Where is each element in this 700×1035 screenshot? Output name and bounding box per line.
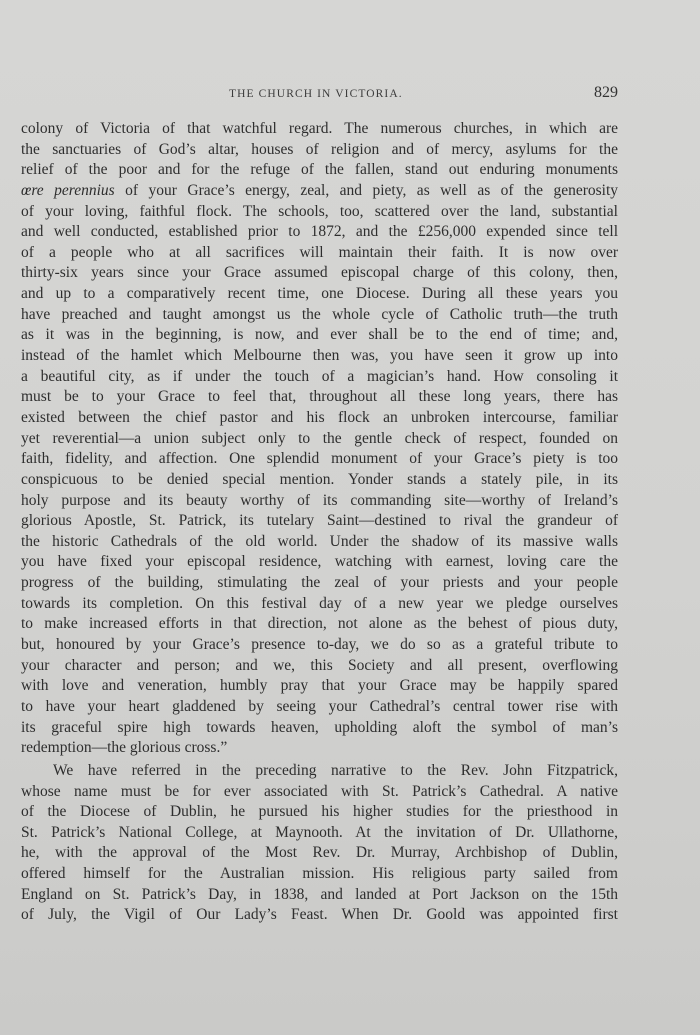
text-line: progress of the building, stimulating the zeal of your priests and your people bbox=[21, 574, 618, 592]
text-line: the sanctuaries of God’s altar, houses of religion and of mercy, asylums for the bbox=[21, 140, 618, 158]
text-line: to make increased efforts in that direction, not alone as the behest of pious duty, bbox=[21, 615, 618, 633]
text-line: you have fixed your episcopal residence, watching with earnest, loving care the bbox=[21, 553, 618, 571]
text-line: the historic Cathedrals of the old world. Under the shadow of its massive walls bbox=[21, 532, 618, 550]
text-line: your character and person; and we, this Society and all present, overflowing bbox=[21, 656, 618, 674]
text-line: of a people who at all sacrifices will maintain their faith. It is now over bbox=[21, 243, 618, 261]
page-header bbox=[21, 86, 618, 106]
text-line: St. Patrick’s National College, at Maynooth. At the invitation of Dr. Ullathorne, bbox=[21, 823, 618, 841]
text-line: with love and veneration, humbly pray that your Grace may be happily spared bbox=[21, 677, 618, 695]
text-line: offered himself for the Australian mission. His religious party sailed from bbox=[21, 865, 618, 883]
text-line: holy purpose and its beauty worthy of its commanding site—worthy of Ireland’s bbox=[21, 491, 618, 509]
text-line: redemption—the glorious cross.” bbox=[21, 739, 228, 757]
text-line: and up to a comparatively recent time, one Diocese. During all these years you bbox=[21, 285, 618, 303]
text-line: of July, the Vigil of Our Lady’s Feast. When Dr. Goold was appointed first bbox=[21, 906, 618, 924]
text-line: conspicuous to be denied special mention. Yonder stands a stately pile, in its bbox=[21, 470, 618, 488]
text-line: its graceful spire high towards heaven, upholding aloft the symbol of man’s bbox=[21, 718, 618, 736]
text-line: We have referred in the preceding narrative to the Rev. John Fitzpatrick, bbox=[53, 761, 618, 779]
text-line: colony of Victoria of that watchful regard. The numerous churches, in which are bbox=[21, 120, 618, 137]
text-line: have preached and taught amongst us the whole cycle of Catholic truth—the truth bbox=[21, 305, 618, 323]
text-line: of your loving, faithful flock. The schools, too, scattered over the land, substantial bbox=[21, 202, 618, 220]
text-line: a beautiful city, as if under the touch of a magician’s hand. How consoling it bbox=[21, 367, 618, 385]
text-line: must be to your Grace to feel that, throughout all these long years, there has bbox=[21, 388, 618, 406]
text-line: and well conducted, established prior to 1872, and the £256,000 expended since tell bbox=[21, 223, 618, 241]
text-line: to have your heart gladdened by seeing your Cathedral’s central tower rise with bbox=[21, 697, 618, 715]
body-text bbox=[21, 119, 618, 926]
text-line: of the Diocese of Dublin, he pursued his higher studies for the priesthood in bbox=[21, 803, 618, 821]
text-line: existed between the chief pastor and his flock an unbroken intercourse, familiar bbox=[21, 408, 618, 426]
text-line: whose name must be for ever associated with St. Patrick’s Cathedral. A native bbox=[21, 782, 618, 800]
text-line: England on St. Patrick’s Day, in 1838, and landed at Port Jackson on the 15th bbox=[21, 885, 618, 903]
text-line: as it was in the beginning, is now, and ever shall be to the end of time; and, bbox=[21, 326, 618, 344]
text-line: faith, fidelity, and affection. One splendid monument of your Grace’s piety is too bbox=[21, 450, 618, 468]
text-line: instead of the hamlet which Melbourne then was, you have seen it grow up into bbox=[21, 347, 618, 365]
running-title: THE CHURCH IN VICTORIA. bbox=[229, 88, 403, 100]
text-line: thirty-six years since your Grace assumed episcopal charge of this colony, then, bbox=[21, 264, 618, 282]
page-number: 829 bbox=[594, 84, 618, 101]
text-line: glorious Apostle, St. Patrick, its tutelary Saint—destined to rival the grandeur of bbox=[21, 512, 618, 530]
text-line: but, honoured by your Grace’s presence to-day, we do so as a grateful tribute to bbox=[21, 636, 618, 654]
text-line: towards its completion. On this festival day of a new year we pledge ourselves bbox=[21, 594, 618, 612]
text-line: relief of the poor and for the refuge of the fallen, stand out enduring monuments bbox=[21, 161, 618, 179]
text-line-rest: of your Grace’s energy, zeal, and piety, as well as of the generosity bbox=[125, 181, 619, 199]
paragraph-address-conclusion bbox=[21, 119, 618, 759]
text-line: he, with the approval of the Most Rev. Dr. Murray, Archbishop of Dublin, bbox=[21, 844, 618, 862]
text-line: yet reverential—a union subject only to the gentle check of respect, founded on bbox=[21, 429, 618, 447]
paragraph-fitzpatrick bbox=[21, 761, 618, 926]
latin-italic-phrase: œre perennius bbox=[21, 181, 115, 199]
text-line-with-italic bbox=[21, 181, 618, 202]
